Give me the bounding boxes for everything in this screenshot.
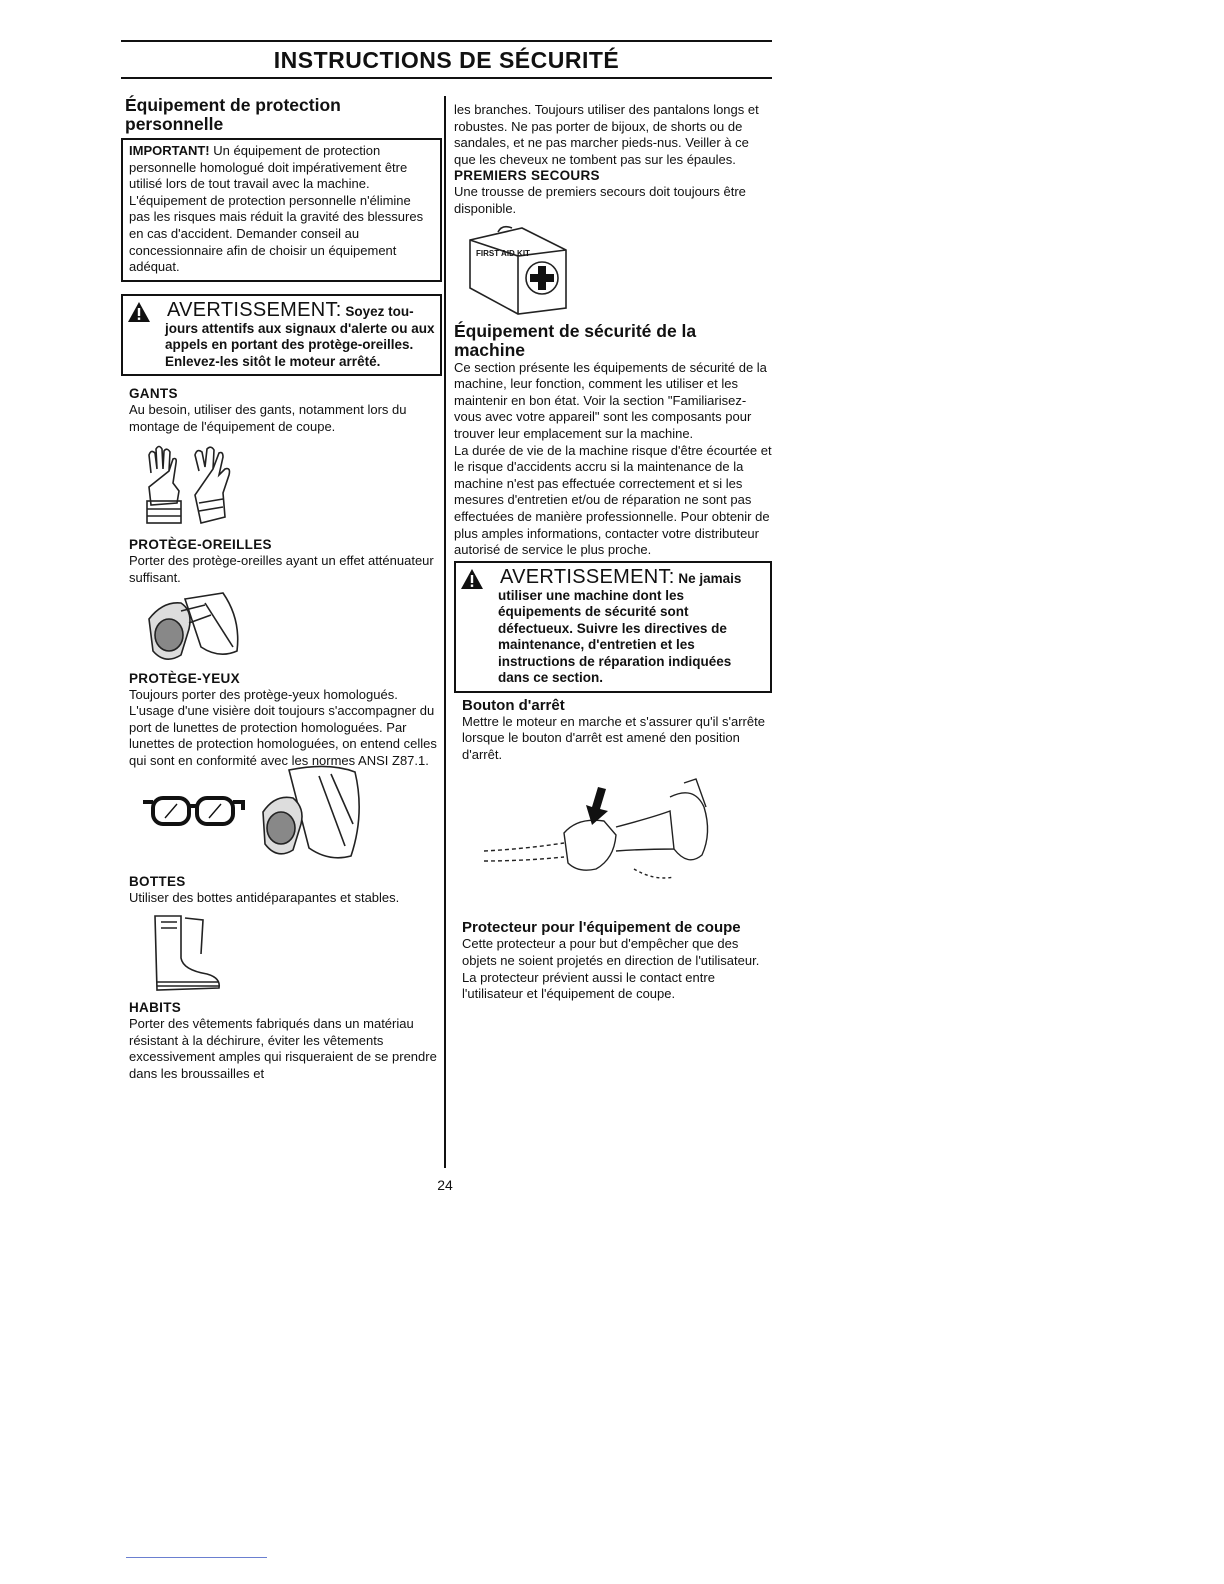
gloves-icon bbox=[143, 443, 253, 529]
page-title: INSTRUCTIONS DE SÉCURITÉ bbox=[273, 47, 620, 73]
guard-heading: Protecteur pour l'équipement de coupe bbox=[462, 919, 741, 937]
ear-protector-icon bbox=[145, 589, 255, 665]
first-aid-kit-label: FIRST AID KIT bbox=[476, 248, 530, 258]
right-column bbox=[454, 102, 772, 1003]
stop-button-heading: Bouton d'arrêt bbox=[462, 696, 565, 714]
first-aid-kit-icon bbox=[462, 222, 572, 318]
clothes-text-continued: les branches. Toujours utiliser des pantalons longs et robustes. Ne pas porter de bijoux, de shorts ou de sandales, et ne pas marcher pieds-nus. Veiller à ce que les cheveux ne tombent pas sur les épaules. bbox=[454, 102, 759, 167]
boots-text: Utiliser des bottes antidéparapantes et stables. bbox=[129, 889, 400, 905]
footer-link-underline bbox=[126, 1557, 267, 1558]
boots-icon bbox=[147, 912, 227, 996]
warning-text: utiliser une machine dont les équipements de sécurité sont défectueux. Suivre les directives de maintenance, d'entretien et les instructions de réparation indiquées dans ce section. bbox=[498, 587, 732, 686]
machine-safety-text-1: Ce section présente les équipements de sécurité de la machine, leur fonction, comment les utiliser et les maintenir en bon état. Voir la section "Familiarisez-vous avec votre appareil" sont les composants pour trouver leur emplacement sur la machine. bbox=[454, 359, 767, 441]
header-rule-bottom bbox=[121, 77, 772, 79]
warning-text: jours attentifs aux signaux d'alerte ou aux appels en portant des protège-oreilles. Enlevez-les sitôt le moteur arrêté. bbox=[165, 320, 435, 369]
column-divider bbox=[444, 96, 446, 1168]
ear-protection-heading: PROTÈGE-OREILLES bbox=[129, 537, 272, 553]
warning-title: AVERTISSEMENT: bbox=[500, 565, 675, 588]
important-box bbox=[121, 138, 442, 282]
warning-box-machine bbox=[454, 561, 772, 693]
warning-triangle-icon bbox=[460, 568, 484, 590]
machine-safety-heading: Équipement de sécurité de la machine bbox=[454, 320, 697, 360]
warning-lead: Soyez tou- bbox=[341, 303, 414, 319]
ppe-heading: Équipement de protection personnelle bbox=[125, 95, 341, 134]
stop-switch-illustration bbox=[484, 777, 724, 897]
important-paragraph bbox=[129, 143, 434, 276]
safety-glasses-icon bbox=[141, 794, 245, 830]
header-rule-top bbox=[121, 40, 772, 42]
page-number: 24 bbox=[437, 1177, 453, 1193]
warning-triangle-icon bbox=[127, 301, 151, 323]
gloves-text: Au besoin, utiliser des gants, notamment lors du montage de l'équipement de coupe. bbox=[129, 402, 407, 434]
stop-button-text: Mettre le moteur en marche et s'assurer qu'il s'arrête lorsque le bouton d'arrêt est amené den position d'arrêt. bbox=[462, 713, 765, 762]
important-text: Un équipement de protection personnelle homologué doit impérativement être utilisé lors de tout travail avec la machine. L'équipement de protection personnelle n'élimine pas les risques mais réduit la gravité des blessures en cas d'accident. Demander conseil au concessionnaire afin de choisir un équipement adéquat. bbox=[129, 143, 424, 275]
warning-title: AVERTISSEMENT: bbox=[167, 298, 342, 321]
machine-safety-text-2: La durée de vie de la machine risque d'être écourtée et le risque d'accidents accru si la maintenance de la machine n'est pas effectuée correctement et si les mesures d'entretien et/ou de réparation ne sont pas effectuées de manière professionnelle. Pour obtenir de plus amples informations, contacter votre distributeur autorisé de service le plus proche. bbox=[454, 442, 772, 558]
guard-text: Cette protecteur a pour but d'empêcher que des objets ne soient projetés en direction de l'utilisateur. La protecteur prévient aussi le contact entre l'utilisateur et l'équipement de coupe. bbox=[462, 936, 760, 1002]
ear-protection-text: Porter des protège-oreilles ayant un effet atténuateur suffisant. bbox=[129, 553, 434, 586]
gloves-heading: GANTS bbox=[129, 386, 178, 402]
first-aid-text: Une trousse de premiers secours doit toujours être disponible. bbox=[454, 184, 746, 216]
warning-lead: Ne jamais bbox=[674, 570, 742, 586]
eye-protection-text: Toujours porter des protège-yeux homologués. L'usage d'une visière doit toujours s'accompagner du port de lunettes de protection homologuées. Par lunettes de protection homologuées, on entend celles qui sont en conformité avec les normes ANSI Z87.1. bbox=[129, 686, 437, 768]
important-label: IMPORTANT! bbox=[129, 143, 210, 158]
first-aid-heading: PREMIERS SECOURS bbox=[454, 168, 600, 184]
boots-heading: BOTTES bbox=[129, 873, 186, 889]
clothes-text: Porter des vêtements fabriqués dans un matériau résistant à la déchirure, éviter les vêtements excessivement amples qui risqueraient de se prendre dans les broussailles et bbox=[129, 1016, 437, 1081]
clothes-heading: HABITS bbox=[129, 1000, 182, 1016]
warning-box-hearing bbox=[121, 294, 442, 377]
eye-protection-heading: PROTÈGE-YEUX bbox=[129, 670, 240, 686]
eye-protection-figures bbox=[129, 770, 442, 868]
face-shield-icon bbox=[259, 764, 369, 864]
left-column bbox=[125, 95, 442, 1083]
